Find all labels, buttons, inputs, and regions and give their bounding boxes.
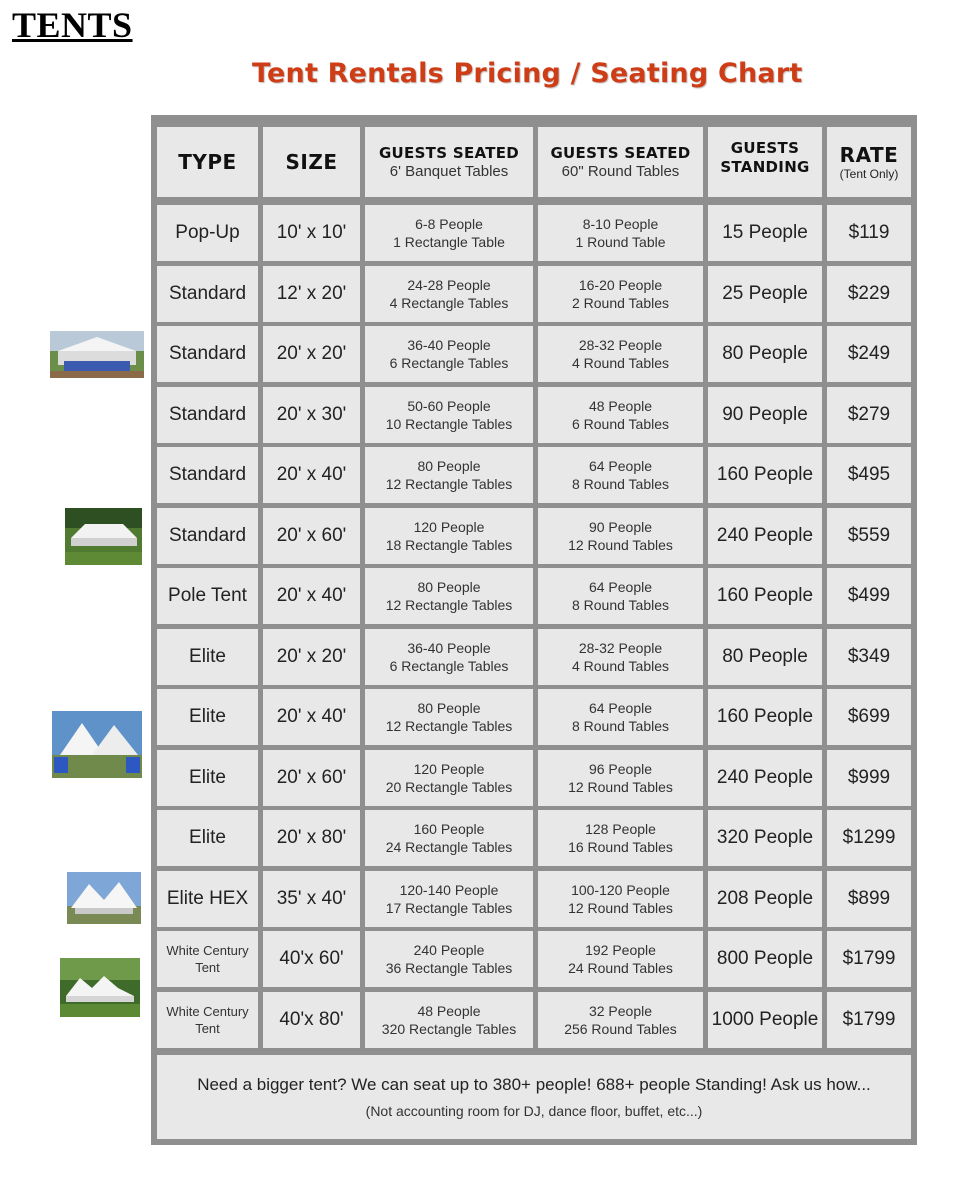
table-cell-rate [827, 326, 911, 382]
round-people: 64 People [588, 458, 653, 474]
table-cell-banquet [365, 508, 533, 564]
table-cell-banquet [365, 568, 533, 624]
table-cell-round [538, 871, 703, 927]
rate-price: $119 [848, 222, 890, 243]
table-cell-standing [708, 508, 822, 564]
banquet-tables: 18 Rectangle Tables [385, 537, 513, 553]
header-round-sub: 60" Round Tables [561, 163, 680, 180]
round-tables: 8 Round Tables [571, 718, 670, 734]
standing-count: 160 People [716, 706, 814, 727]
table-cell-banquet [365, 931, 533, 987]
banquet-tables: 24 Rectangle Tables [385, 839, 513, 855]
footer-line2: (Not accounting room for DJ, dance floor, buffet, etc...) [365, 1103, 703, 1119]
banquet-people: 120 People [413, 761, 485, 777]
banquet-people: 36-40 People [407, 640, 491, 656]
chart-title: Tent Rentals Pricing / Seating Chart [252, 58, 803, 89]
table-cell-round [538, 931, 703, 987]
banquet-tables: 10 Rectangle Tables [385, 416, 513, 432]
table-cell-size [263, 689, 360, 745]
table-cell-standing [708, 205, 822, 261]
banquet-people: 120 People [413, 519, 485, 535]
banquet-people: 80 People [417, 700, 481, 716]
tent-type: Elite HEX [166, 888, 249, 909]
table-cell-standing [708, 326, 822, 382]
table-cell-size [263, 205, 360, 261]
tent-size: 35' x 40' [276, 888, 347, 909]
table-cell-rate [827, 447, 911, 503]
round-tables: 4 Round Tables [571, 658, 670, 674]
round-people: 128 People [585, 821, 656, 837]
round-tables: 2 Round Tables [571, 295, 670, 311]
tent-type: White Century [166, 943, 249, 958]
header-rate-label: RATE [839, 143, 899, 167]
table-cell-type [157, 447, 258, 503]
standing-count: 80 People [722, 343, 808, 364]
table-cell-size [263, 750, 360, 806]
table-cell-size [263, 931, 360, 987]
table-cell-banquet [365, 326, 533, 382]
round-tables: 256 Round Tables [564, 1021, 677, 1037]
tent-type: Standard [168, 525, 247, 546]
round-people: 48 People [588, 398, 653, 414]
round-tables: 4 Round Tables [571, 355, 670, 371]
tent-size: 20' x 40' [276, 585, 347, 606]
round-people: 192 People [585, 942, 656, 958]
tent-size: 20' x 40' [276, 464, 347, 485]
round-tables: 24 Round Tables [568, 960, 673, 976]
table-cell-rate [827, 205, 911, 261]
table-cell-size [263, 326, 360, 382]
table-cell-round [538, 508, 703, 564]
round-people: 64 People [588, 700, 653, 716]
table-cell-rate [827, 568, 911, 624]
round-tables: 6 Round Tables [571, 416, 670, 432]
footer-line1: Need a bigger tent? We can seat up to 380+ people! 688+ people Standing! Ask us how... [197, 1075, 871, 1094]
table-cell-standing [708, 750, 822, 806]
banquet-tables: 12 Rectangle Tables [385, 718, 513, 734]
table-cell-size [263, 810, 360, 866]
table-cell-banquet [365, 810, 533, 866]
tent-type: White Century [166, 1004, 249, 1019]
table-cell-banquet [365, 689, 533, 745]
round-tables: 1 Round Table [575, 234, 666, 250]
standing-count: 208 People [716, 888, 814, 909]
table-cell-banquet [365, 750, 533, 806]
table-cell-standing [708, 387, 822, 443]
banquet-people: 36-40 People [407, 337, 491, 353]
table-cell-type [157, 387, 258, 443]
table-cell-banquet [365, 871, 533, 927]
tent-type-line2: Tent [195, 960, 220, 975]
round-people: 32 People [588, 1003, 653, 1019]
tent-type: Pole Tent [168, 585, 247, 606]
header-standing-label: STANDING [720, 158, 810, 176]
round-tables: 12 Round Tables [568, 900, 673, 916]
rate-price: $899 [847, 888, 891, 909]
tent-type: Standard [168, 464, 247, 485]
table-cell-standing [708, 447, 822, 503]
standing-count: 15 People [722, 222, 808, 243]
table-cell-round [538, 568, 703, 624]
table-cell-type [157, 205, 258, 261]
banquet-people: 240 People [413, 942, 485, 958]
round-people: 28-32 People [578, 640, 663, 656]
table-cell-rate [827, 689, 911, 745]
table-cell-standing [708, 629, 822, 685]
table-cell-type [157, 750, 258, 806]
rate-price: $999 [847, 767, 891, 788]
table-cell-standing [708, 931, 822, 987]
table-cell-size [263, 508, 360, 564]
tent-size: 12' x 20' [276, 283, 347, 304]
table-cell-rate [827, 629, 911, 685]
tent-type: Elite [189, 706, 226, 727]
table-cell-type [157, 568, 258, 624]
round-tables: 16 Round Tables [568, 839, 673, 855]
table-cell-banquet [365, 629, 533, 685]
rate-price: $699 [847, 706, 891, 727]
header-standing [708, 127, 822, 197]
banquet-people: 50-60 People [407, 398, 491, 414]
tent-size: 20' x 20' [276, 646, 347, 667]
round-people: 64 People [588, 579, 653, 595]
standing-count: 1000 People [711, 1009, 819, 1030]
table-cell-rate [827, 871, 911, 927]
tent-type: Standard [168, 283, 247, 304]
tent-size: 40'x 80' [279, 1009, 344, 1030]
standing-count: 80 People [722, 646, 808, 667]
tent-size: 20' x 80' [276, 827, 347, 848]
tent-type: Elite [189, 646, 226, 667]
table-cell-type [157, 508, 258, 564]
table-cell-standing [708, 992, 822, 1048]
table-cell-rate [827, 266, 911, 322]
table-cell-banquet [365, 992, 533, 1048]
tent-photo-white-century [60, 958, 140, 1017]
table-cell-banquet [365, 205, 533, 261]
table-cell-banquet [365, 447, 533, 503]
banquet-tables: 1 Rectangle Table [393, 234, 505, 250]
table-cell-rate [827, 387, 911, 443]
banquet-people: 80 People [417, 579, 481, 595]
tent-size: 10' x 10' [276, 222, 347, 243]
header-guests-label: GUESTS [730, 139, 800, 157]
rate-price: $559 [847, 525, 891, 546]
round-people: 100-120 People [571, 882, 670, 898]
table-cell-rate [827, 750, 911, 806]
table-cell-rate [827, 810, 911, 866]
standing-count: 25 People [722, 283, 808, 304]
header-size-label: SIZE [285, 150, 338, 174]
table-cell-type [157, 689, 258, 745]
banquet-tables: 12 Rectangle Tables [385, 597, 513, 613]
table-cell-banquet [365, 266, 533, 322]
table-cell-round [538, 326, 703, 382]
table-cell-type [157, 326, 258, 382]
table-cell-round [538, 205, 703, 261]
round-tables: 8 Round Tables [571, 597, 670, 613]
table-cell-size [263, 266, 360, 322]
header-banquet-label: GUESTS SEATED [378, 144, 520, 162]
table-cell-rate [827, 508, 911, 564]
table-cell-round [538, 810, 703, 866]
table-cell-standing [708, 266, 822, 322]
banquet-tables: 320 Rectangle Tables [381, 1021, 517, 1037]
round-tables: 8 Round Tables [571, 476, 670, 492]
standing-count: 160 People [716, 585, 814, 606]
table-cell-round [538, 266, 703, 322]
tent-type: Standard [168, 343, 247, 364]
table-cell-type [157, 871, 258, 927]
standing-count: 240 People [716, 525, 814, 546]
banquet-people: 80 People [417, 458, 481, 474]
table-cell-rate [827, 931, 911, 987]
tent-size: 20' x 40' [276, 706, 347, 727]
banquet-tables: 20 Rectangle Tables [385, 779, 513, 795]
round-people: 16-20 People [578, 277, 663, 293]
header-rate [827, 127, 911, 197]
tent-type: Standard [168, 404, 247, 425]
table-cell-type [157, 992, 258, 1048]
header-rate-sub: (Tent Only) [839, 167, 899, 181]
banquet-people: 24-28 People [407, 277, 491, 293]
header-type [157, 127, 258, 197]
round-people: 96 People [588, 761, 653, 777]
table-cell-type [157, 931, 258, 987]
tent-size: 40'x 60' [279, 948, 344, 969]
banquet-tables: 4 Rectangle Tables [389, 295, 509, 311]
page-heading: TENTS [12, 5, 133, 45]
tent-photo-elite-hex [67, 872, 141, 924]
banquet-tables: 6 Rectangle Tables [389, 658, 509, 674]
standing-count: 800 People [716, 948, 814, 969]
header-type-label: TYPE [178, 150, 237, 174]
table-cell-round [538, 689, 703, 745]
table-cell-round [538, 629, 703, 685]
table-cell-type [157, 629, 258, 685]
banquet-tables: 12 Rectangle Tables [385, 476, 513, 492]
tent-type-line2: Tent [195, 1021, 220, 1036]
table-cell-rate [827, 992, 911, 1048]
pricing-table [151, 115, 917, 1145]
tent-type: Pop-Up [175, 222, 240, 243]
table-cell-type [157, 266, 258, 322]
rate-price: $1799 [842, 948, 896, 969]
tent-size: 20' x 20' [276, 343, 347, 364]
rate-price: $229 [847, 283, 891, 304]
tent-type: Elite [189, 827, 226, 848]
standing-count: 160 People [716, 464, 814, 485]
banquet-tables: 6 Rectangle Tables [389, 355, 509, 371]
tent-size: 20' x 30' [276, 404, 347, 425]
header-round [538, 127, 703, 197]
table-cell-banquet [365, 387, 533, 443]
footer-note [157, 1055, 911, 1139]
round-people: 8-10 People [582, 216, 659, 232]
table-cell-size [263, 629, 360, 685]
rate-price: $1799 [842, 1009, 896, 1030]
table-cell-round [538, 750, 703, 806]
header-banquet-sub: 6' Banquet Tables [389, 163, 509, 180]
rate-price: $1299 [842, 827, 896, 848]
standing-count: 90 People [722, 404, 808, 425]
standing-count: 240 People [716, 767, 814, 788]
table-cell-round [538, 447, 703, 503]
banquet-tables: 36 Rectangle Tables [385, 960, 513, 976]
banquet-people: 6-8 People [415, 216, 483, 232]
table-cell-size [263, 871, 360, 927]
tent-size: 20' x 60' [276, 767, 347, 788]
tent-type: Elite [189, 767, 226, 788]
table-cell-standing [708, 871, 822, 927]
banquet-people: 48 People [417, 1003, 481, 1019]
tent-photo-standard-20x20 [50, 331, 144, 378]
table-cell-size [263, 387, 360, 443]
round-tables: 12 Round Tables [568, 779, 673, 795]
table-cell-size [263, 992, 360, 1048]
round-people: 90 People [588, 519, 653, 535]
rate-price: $495 [847, 464, 891, 485]
rate-price: $279 [847, 404, 891, 425]
banquet-tables: 17 Rectangle Tables [385, 900, 513, 916]
tent-photo-standard-20x60 [65, 508, 142, 565]
banquet-people: 160 People [413, 821, 485, 837]
tent-photo-elite [52, 711, 142, 778]
table-cell-round [538, 992, 703, 1048]
round-tables: 12 Round Tables [568, 537, 673, 553]
table-cell-standing [708, 568, 822, 624]
table-cell-size [263, 447, 360, 503]
table-cell-round [538, 387, 703, 443]
standing-count: 320 People [716, 827, 814, 848]
rate-price: $499 [847, 585, 891, 606]
table-cell-standing [708, 689, 822, 745]
round-people: 28-32 People [578, 337, 663, 353]
table-cell-size [263, 568, 360, 624]
rate-price: $349 [847, 646, 891, 667]
header-banquet [365, 127, 533, 197]
rate-price: $249 [847, 343, 891, 364]
tent-size: 20' x 60' [276, 525, 347, 546]
header-size [263, 127, 360, 197]
table-cell-standing [708, 810, 822, 866]
table-cell-type [157, 810, 258, 866]
banquet-people: 120-140 People [399, 882, 499, 898]
header-round-label: GUESTS SEATED [550, 144, 691, 162]
